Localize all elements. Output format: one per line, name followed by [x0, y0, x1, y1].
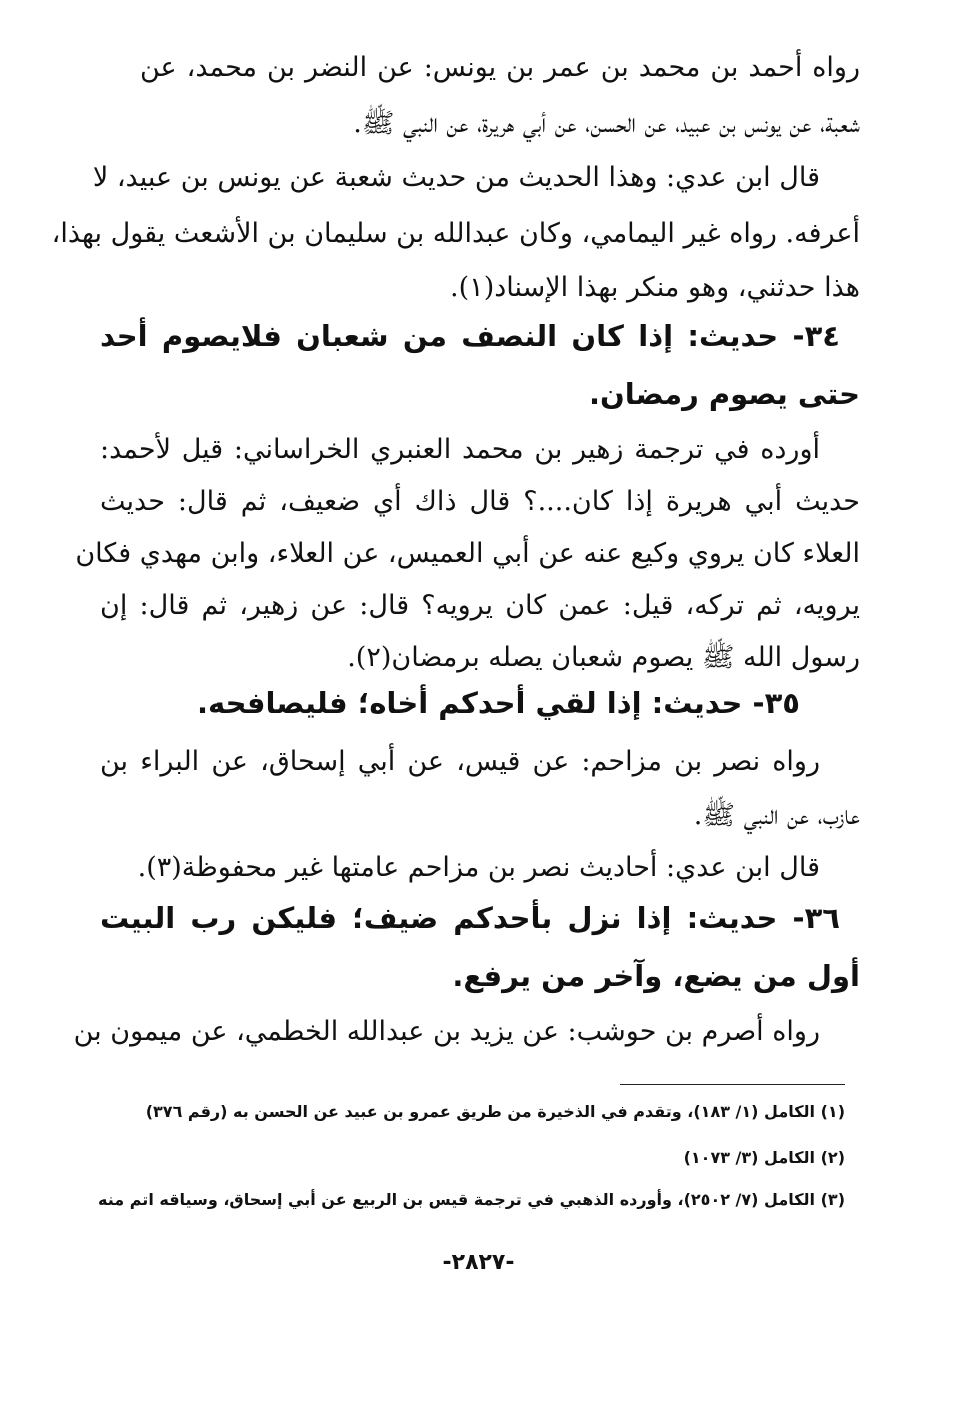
hadith-heading-36	[100, 898, 860, 1008]
text-line: عازب، عن النبي ﷺ.	[693, 800, 860, 831]
footnote-1: (١) الكامل (١/ ١٨٣)، وتقدم في الذخيرة من طريق عمرو بن عبيد عن الحسن به (رقم ٣٧٦)	[145, 1102, 845, 1121]
paragraph-isnad-1	[100, 48, 860, 148]
paragraph-ibn-adi-2	[100, 848, 860, 898]
heading-line: ٣٥- حديث: إذا لقي أحدكم أخاه؛ فليصافحه.	[197, 686, 800, 720]
text-line: رواه أحمد بن محمد بن عمر بن يونس: عن النضر بن محمد، عن	[140, 52, 860, 83]
text-line: يرويه، ثم تركه، قيل: عمن كان يرويه؟ قال: عن زهير، ثم قال: إن	[100, 590, 860, 621]
text-line: رواه نصر بن مزاحم: عن قيس، عن أبي إسحاق، عن البراء بن	[100, 746, 820, 777]
paragraph-asram	[73, 1012, 860, 1062]
text-line: رواه أصرم بن حوشب: عن يزيد بن عبدالله الخطمي، عن ميمون بن	[73, 1016, 820, 1047]
text-line: رسول الله ﷺ يصوم شعبان يصله برمضان(٢).	[347, 642, 860, 673]
paragraph-ibn-adi-1	[51, 158, 860, 308]
heading-line: حتى يصوم رمضان.	[588, 377, 860, 411]
page-number: -٢٨٢٧-	[442, 1250, 515, 1275]
text-line: أعرفه. رواه غير اليمامي، وكان عبدالله بن سليمان بن الأشعث يقول بهذا،	[51, 218, 860, 249]
footnote-separator	[620, 1084, 845, 1085]
footnote-3: (٣) الكامل (٧/ ٢٥٠٢)، وأورده الذهبي في ترجمة قيس بن الربيع عن أبي إسحاق، وسياقه اتم منه	[98, 1190, 845, 1209]
hadith-heading-35	[100, 683, 860, 733]
footnote-2: (٢) الكامل (٣/ ١٠٧٣)	[683, 1148, 845, 1167]
paragraph-nasr	[100, 742, 860, 842]
heading-line: ٣٦- حديث: إذا نزل بأحدكم ضيف؛ فليكن رب البيت	[100, 901, 840, 935]
text-line: شعبة، عن يونس بن عبيد، عن الحسن، عن أبي هريرة، عن النبي ﷺ.	[353, 108, 860, 139]
heading-line: أول من يضع، وآخر من يرفع.	[452, 959, 860, 993]
text-line: أورده في ترجمة زهير بن محمد العنبري الخراساني: قيل لأحمد:	[100, 434, 820, 465]
paragraph-zuhair	[75, 430, 860, 680]
text-line: قال ابن عدي: أحاديث نصر بن مزاحم عامتها غير محفوظة(٣).	[137, 852, 820, 883]
heading-line: ٣٤- حديث: إذا كان النصف من شعبان فلايصوم أحد	[100, 319, 840, 353]
text-line: قال ابن عدي: وهذا الحديث من حديث شعبة عن يونس بن عبيد، لا	[92, 162, 820, 193]
text-line: هذا حدثني، وهو منكر بهذا الإسناد(١).	[450, 272, 860, 303]
text-line: العلاء كان يروي وكيع عنه عن أبي العميس، عن العلاء، وابن مهدي فكان	[75, 538, 860, 569]
text-line: حديث أبي هريرة إذا كان....؟ قال ذاك أي ضعيف، ثم قال: حديث	[100, 486, 860, 517]
hadith-heading-34	[100, 316, 860, 426]
